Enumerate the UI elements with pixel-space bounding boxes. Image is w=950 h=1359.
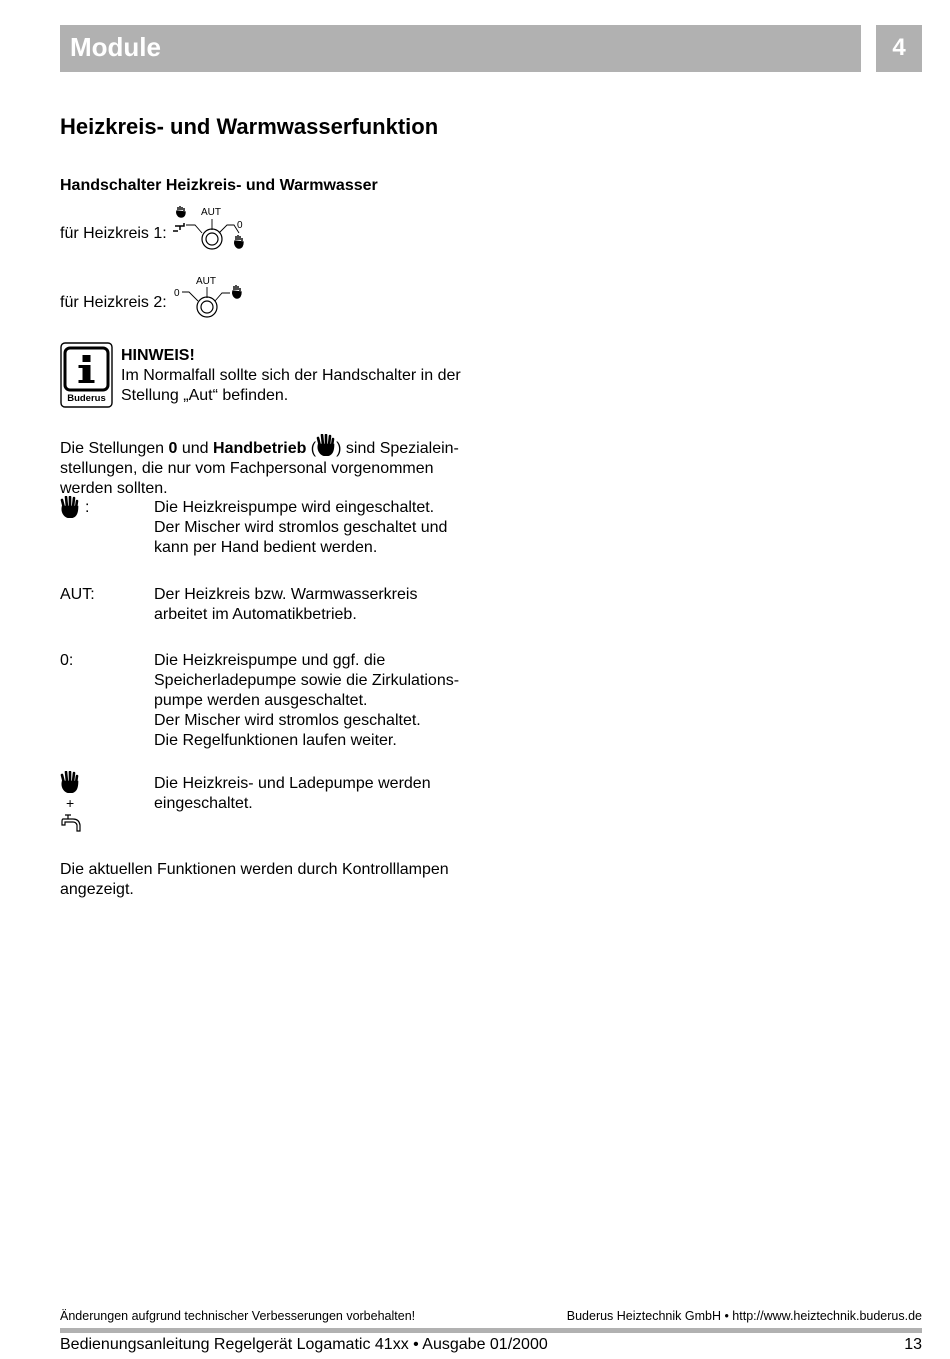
- section-title: Heizkreis- und Warmwasserfunktion: [60, 114, 439, 139]
- header-title: Module: [70, 32, 161, 62]
- switch2-zero-label: 0: [174, 288, 180, 299]
- intro-text: und: [177, 440, 214, 457]
- item-line: kann per Hand bedient werden.: [154, 539, 378, 556]
- hand-icon: [316, 434, 336, 456]
- intro-paragraph: [60, 434, 480, 499]
- hand-icon: [60, 771, 80, 793]
- hand-icon: [60, 496, 80, 518]
- intro-line-1: [60, 434, 480, 459]
- footer-disclaimer: Änderungen aufgrund technischer Verbesserungen vorbehalten!: [60, 1309, 416, 1323]
- item-line: eingeschaltet.: [154, 795, 253, 812]
- note-title: HINWEIS!: [121, 347, 195, 364]
- intro-bold-zero: 0: [168, 440, 178, 457]
- switch2-aut-label: AUT: [196, 276, 216, 287]
- subsection-title: Handschalter Heizkreis- und Warmwasser: [60, 177, 378, 194]
- item-hand-label: :: [85, 499, 90, 516]
- item-line: Die Regelfunktionen laufen weiter.: [154, 732, 397, 749]
- hand-icon: [235, 235, 243, 248]
- closing-line-2: angezeigt.: [60, 881, 134, 898]
- item-line: arbeitet im Automatikbetrieb.: [154, 606, 357, 623]
- switch1-label: für Heizkreis 1:: [60, 225, 167, 242]
- item-line: Die Heizkreispumpe wird eingeschaltet.: [154, 499, 435, 516]
- note-line-1: Im Normalfall sollte sich der Handschalter in der: [121, 367, 461, 384]
- closing-paragraph: [60, 860, 480, 900]
- item-hand-tap-text: [154, 774, 484, 814]
- item-aut-text: [154, 585, 484, 625]
- intro-text: Die Stellungen: [60, 440, 169, 457]
- page-number: 13: [904, 1336, 922, 1353]
- switch1-zero-label: 0: [237, 220, 243, 231]
- item-line: pumpe werden ausgeschaltet.: [154, 692, 368, 709]
- switch1-knob: [202, 229, 222, 249]
- header-bar: [60, 25, 861, 72]
- item-zero-label: 0:: [60, 652, 74, 669]
- item-line: Der Mischer wird stromlos geschaltet.: [154, 712, 421, 729]
- intro-bold-handbetrieb: Handbetrieb: [213, 440, 307, 457]
- hand-icon: [233, 285, 241, 298]
- item-line: Der Heizkreis bzw. Warmwasserkreis: [154, 586, 418, 603]
- item-line: Der Mischer wird stromlos geschaltet und: [154, 519, 448, 536]
- switch2-label: für Heizkreis 2:: [60, 294, 167, 311]
- switch1-aut-label: AUT: [201, 207, 221, 218]
- intro-text: (: [306, 440, 317, 457]
- buderus-brand: Buderus: [67, 393, 106, 404]
- item-zero-text: [154, 651, 484, 751]
- footer-rule: [60, 1328, 922, 1333]
- intro-text: ) sind Spezialein-: [336, 440, 459, 457]
- switch2-diagram: [172, 273, 252, 321]
- closing-line-1: Die aktuellen Funktionen werden durch Kontrolllampen: [60, 861, 449, 878]
- intro-line-2: stellungen, die nur vom Fachpersonal vorgenommen: [60, 460, 434, 477]
- hand-icon: [177, 206, 185, 217]
- tap-icon: [59, 813, 83, 833]
- item-line: Die Heizkreispumpe und ggf. die: [154, 652, 386, 669]
- switch1-diagram: [172, 204, 252, 252]
- intro-line-3: werden sollten.: [60, 480, 168, 497]
- note-block: [121, 346, 481, 406]
- item-line: Speicherladepumpe sowie die Zirkulations-: [154, 672, 460, 689]
- plus-sign: +: [66, 795, 75, 811]
- footer-company: Buderus Heiztechnik GmbH • http://www.heiztechnik.buderus.de: [566, 1309, 922, 1323]
- item-line: Die Heizkreis- und Ladepumpe werden: [154, 775, 431, 792]
- item-hand-text: [154, 498, 484, 558]
- footer-manual: Bedienungsanleitung Regelgerät Logamatic 41xx • Ausgabe 01/2000: [60, 1336, 548, 1353]
- switch2-knob: [197, 297, 217, 317]
- chapter-number: 4: [876, 25, 922, 72]
- note-line-2: Stellung „Aut“ befinden.: [121, 387, 289, 404]
- tap-icon: [173, 223, 184, 231]
- info-icon: [60, 342, 113, 408]
- item-aut-label: AUT:: [60, 586, 95, 603]
